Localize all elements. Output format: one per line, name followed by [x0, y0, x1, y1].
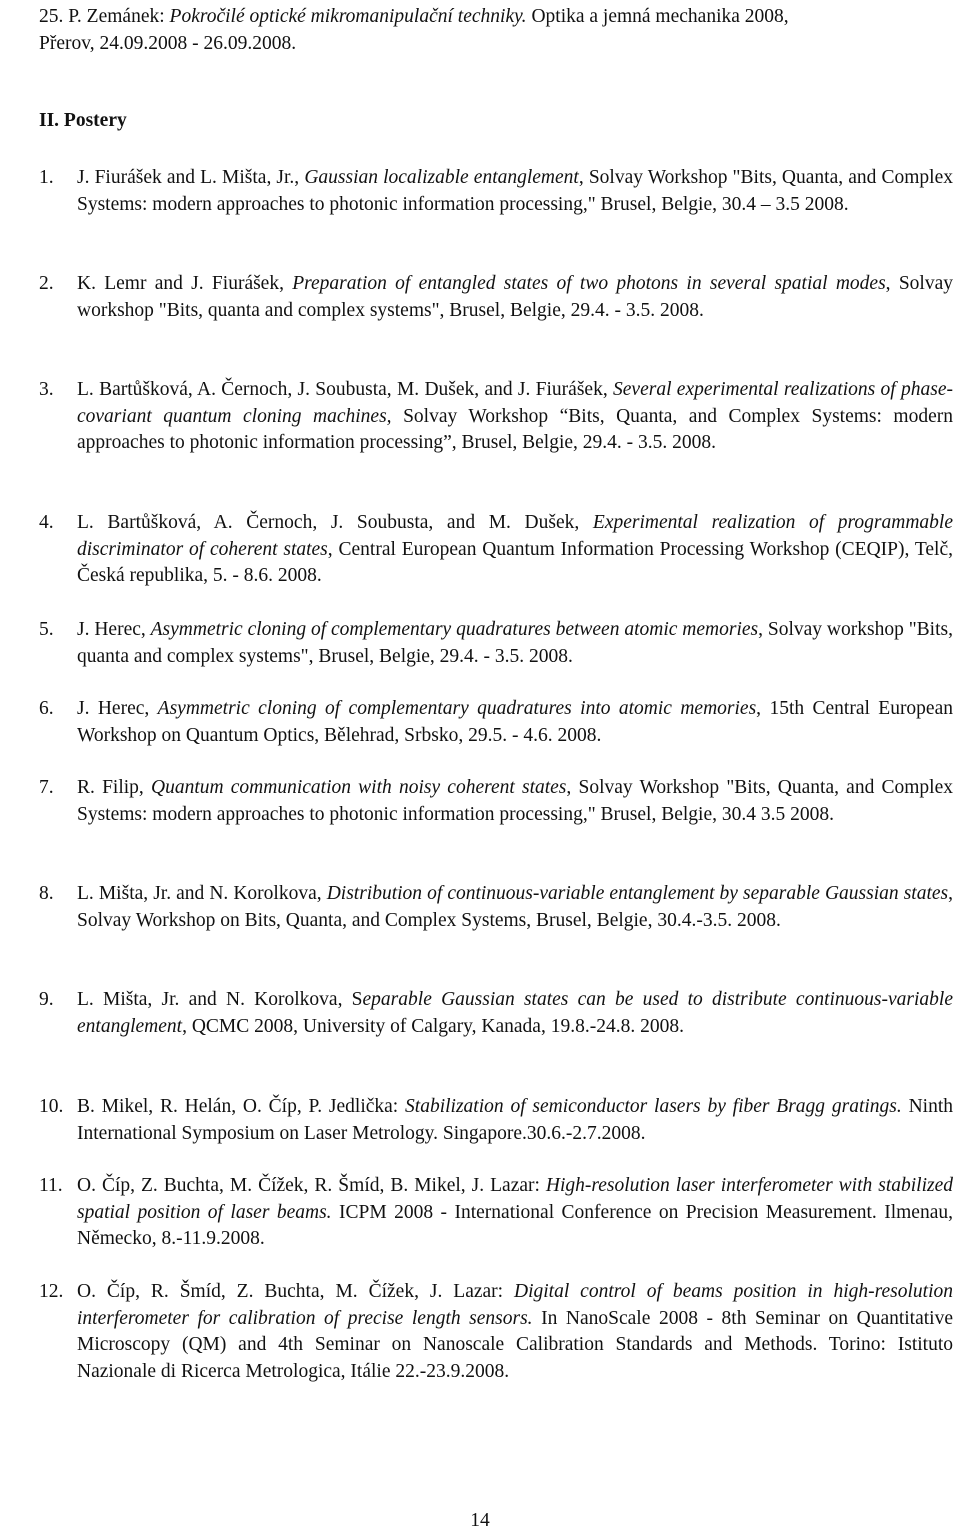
item-details: ICPM 2008 - International Conference on Precision Measurement. Ilmenau, Německo, 8.-11.9.2008.	[77, 1201, 953, 1249]
list-item	[39, 987, 953, 1040]
item-number: 7.	[39, 777, 54, 798]
item-details: , Solvay workshop "Bits, quanta and complex systems", Brusel, Belgie, 29.4. - 3.5. 2008.	[77, 619, 953, 667]
item-authors: J. Fiurášek and L. Mišta, Jr.,	[77, 167, 305, 188]
item-title: Digital control of beams position in high-resolution interferometer for calibration of precise length sensors.	[77, 1281, 953, 1329]
item-number: 12.	[39, 1281, 64, 1302]
item-number: 1.	[39, 167, 54, 188]
list-item	[39, 1173, 953, 1253]
item-number: 8.	[39, 883, 54, 904]
item-details: Solvay Workshop “Bits, Quanta, and Complex Systems: modern approaches to photonic information processing”, Brusel, Belgie, 29.4. - 3.5. 2008.	[77, 405, 953, 453]
list-item	[39, 696, 953, 749]
list-item	[39, 1279, 953, 1385]
intro-title: Pokročilé optické mikromanipulační techniky.	[169, 6, 527, 27]
list-item	[39, 617, 953, 670]
item-number: 9.	[39, 989, 54, 1010]
intro-entry	[39, 4, 953, 57]
item-authors: J. Herec,	[77, 698, 158, 719]
item-authors: L. Bartůšková, A. Černoch, J. Soubusta, and M. Dušek,	[77, 512, 593, 533]
item-title: eparable Gaussian states can be used to distribute continuous-variable entanglement	[77, 989, 953, 1037]
item-authors: O. Číp, R. Šmíd, Z. Buchta, M. Čížek, J. Lazar:	[77, 1281, 514, 1302]
item-authors: L. Mišta, Jr. and N. Korolkova,	[77, 883, 327, 904]
item-authors: B. Mikel, R. Helán, O. Číp, P. Jedlička:	[77, 1096, 406, 1117]
item-title: Several experimental realizations of phase-covariant quantum cloning machines,	[77, 379, 954, 427]
item-details: , Solvay Workshop "Bits, Quanta, and Complex Systems: modern approaches to photonic information processing," Brusel, Belgie, 30.4 3.5 2008.	[77, 777, 953, 825]
item-details: , Central European Quantum Information Processing Workshop (CEQIP), Telč, Česká republika, 5. - 8.6. 2008.	[77, 538, 953, 586]
item-authors: R. Filip,	[77, 777, 151, 798]
item-authors: J. Herec,	[77, 619, 151, 640]
intro-rest: Optika a jemná mechanika 2008,	[526, 6, 789, 27]
intro-line-1	[39, 4, 953, 31]
item-title: Stabilization of semiconductor lasers by fiber Bragg gratings.	[405, 1096, 902, 1117]
item-title: Asymmetric cloning of complementary quadratures into atomic memories	[157, 698, 757, 719]
item-title: Asymmetric cloning of complementary quadratures between atomic memories	[150, 619, 759, 640]
page-number: 14	[470, 1510, 490, 1531]
item-details: , QCMC 2008, University of Calgary, Kanada, 19.8.-24.8. 2008.	[182, 1015, 684, 1037]
list-item	[39, 377, 953, 457]
item-details: , Solvay Workshop "Bits, Quanta, and Complex Systems: modern approaches to photonic information processing," Brusel, Belgie, 30.4 – 3.5 2008.	[77, 167, 954, 215]
item-details: , Solvay workshop "Bits, quanta and complex systems", Brusel, Belgie, 29.4. - 3.5. 2008.	[77, 273, 953, 321]
item-number: 6.	[39, 698, 54, 719]
list-item	[39, 165, 953, 218]
item-title: Gaussian localizable entanglement	[304, 167, 579, 188]
item-details: , 15th Central European Workshop on Quantum Optics, Bělehrad, Srbsko, 29.5. - 4.6. 2008.	[77, 698, 953, 746]
list-item	[39, 1094, 953, 1147]
intro-line-2	[39, 31, 953, 58]
item-title: Quantum communication with noisy coherent states	[150, 777, 567, 798]
item-authors: L. Mišta, Jr. and N. Korolkova, S	[77, 989, 363, 1010]
section-heading: II. Postery	[39, 110, 127, 131]
item-number: 3.	[39, 379, 54, 400]
item-title: Experimental realization of programmable discriminator of coherent states	[77, 512, 953, 560]
item-title: Preparation of entangled states of two photons in several spatial modes	[292, 273, 886, 294]
item-authors: O. Číp, Z. Buchta, M. Čížek, R. Šmíd, B. Mikel, J. Lazar:	[77, 1175, 546, 1196]
item-number: 2.	[39, 273, 54, 294]
item-details: In NanoScale 2008 - 8th Seminar on Quantitative Microscopy (QM) and 4th Seminar on Nanoscale Calibration Standards and Methods. Torino: Istituto Nazionale di Ricerca Metrologica, Itálie 22.-23.9.2008.	[77, 1307, 953, 1382]
intro-line2-text: Přerov, 24.09.2008 - 26.09.2008.	[39, 32, 297, 54]
item-number: 4.	[39, 512, 54, 533]
item-number: 10.	[39, 1096, 64, 1117]
item-details: Ninth International Symposium on Laser Metrology. Singapore.30.6.-2.7.2008.	[77, 1096, 953, 1144]
item-authors: K. Lemr and J. Fiurášek,	[77, 273, 293, 294]
item-authors: L. Bartůšková, A. Černoch, J. Soubusta, M. Dušek, and J. Fiurášek,	[77, 379, 614, 400]
item-number: 11.	[39, 1175, 63, 1196]
item-title: High-resolution laser interferometer with stabilized spatial position of laser beams.	[77, 1175, 953, 1223]
item-title: Distribution of continuous-variable entanglement by separable Gaussian states	[326, 883, 949, 904]
list-item	[39, 271, 953, 324]
item-number: 5.	[39, 619, 54, 640]
list-item	[39, 510, 953, 590]
list-item	[39, 775, 953, 828]
item-details: , Solvay Workshop on Bits, Quanta, and Complex Systems, Brusel, Belgie, 30.4.-3.5. 2008.	[77, 883, 953, 931]
list-item	[39, 881, 953, 934]
intro-prefix: 25. P. Zemánek:	[39, 6, 170, 27]
